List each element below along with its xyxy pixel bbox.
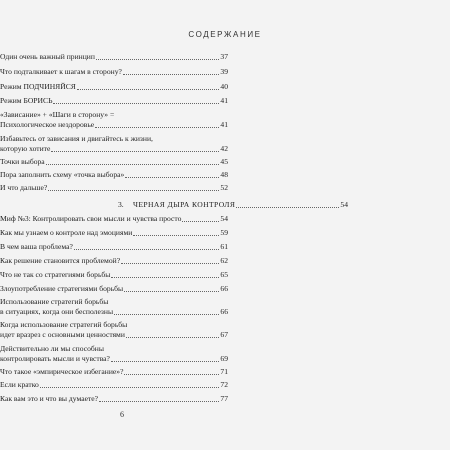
toc-entry-title-line: Избавьтесь от зависания и двигайтесь к жизни,: [0, 134, 153, 143]
toc-entry: [0, 183, 228, 193]
toc-entry-title-line: «Зависание» + «Шаги в сторону» =: [0, 110, 115, 119]
leader-dots: [123, 74, 220, 75]
toc-entry: [0, 96, 228, 106]
toc-entry: [0, 380, 228, 390]
toc-entry-title: Психологическое нездоровье: [0, 120, 95, 129]
toc-entry: [0, 52, 228, 62]
leader-dots: [182, 221, 219, 222]
toc-entry-page: 52: [220, 183, 228, 192]
toc-entry-page: 61: [220, 242, 228, 251]
leader-dots: [53, 103, 219, 104]
leader-dots: [111, 361, 219, 362]
toc-entry-page: 41: [220, 96, 228, 105]
toc-entry-page: 59: [220, 228, 228, 237]
toc-entry-title: В чем ваша проблема?: [0, 242, 73, 251]
toc-entry: [0, 157, 228, 167]
toc-entry-title: Что такое «эмпирическое избегание»?: [0, 367, 124, 376]
toc-entry-page: 69: [220, 354, 228, 363]
leader-dots: [125, 177, 219, 178]
toc-entry-title: Как решение становится проблемой?: [0, 256, 121, 265]
leader-dots: [236, 207, 339, 208]
toc-entry-page: 39: [220, 67, 228, 76]
toc-entry-title: идет вразрез с основными ценностями: [0, 330, 125, 339]
toc-entry-title: Один очень важный принцип: [0, 52, 95, 61]
leader-dots: [126, 337, 219, 338]
toc-entry-title-line: Использование стратегий борьбы: [0, 297, 109, 306]
toc-entry: [0, 242, 228, 252]
chapter-heading: [118, 200, 348, 210]
page-header: СОДЕРЖАНИЕ: [188, 30, 262, 39]
toc-entry: [0, 110, 228, 130]
toc-entry: [0, 367, 228, 377]
chapter-number: 3.: [118, 200, 124, 209]
toc-entry-title: Злоупотребление стратегиями борьбы: [0, 284, 124, 293]
toc-entry-title: Что не так со стратегиями борьбы: [0, 270, 111, 279]
toc-entry: [0, 297, 228, 317]
toc-entry-page: 37: [220, 52, 228, 61]
toc-entry-title: Если кратко: [0, 380, 39, 389]
toc-entry-page: 48: [220, 170, 228, 179]
toc-entry-page: 45: [220, 157, 228, 166]
toc-entry-title: Как мы узнаем о контроле над эмоциями: [0, 228, 133, 237]
leader-dots: [114, 314, 219, 315]
leader-dots: [124, 291, 219, 292]
leader-dots: [74, 249, 220, 250]
toc-entry-page: 42: [220, 144, 228, 153]
toc-entry-title-line: Действительно ли мы способны: [0, 344, 104, 353]
leader-dots: [77, 89, 220, 90]
toc-entry: [0, 134, 228, 154]
toc-entry-page: 62: [220, 256, 228, 265]
toc-entry-title-line: Когда использование стратегий борьбы: [0, 320, 128, 329]
toc-entry-title: Пора заполнить схему «точка выбора»: [0, 170, 125, 179]
toc-entry: [0, 256, 228, 266]
leader-dots: [46, 164, 220, 165]
toc-entry-page: 67: [220, 330, 228, 339]
leader-dots: [99, 401, 219, 402]
toc-entry: [0, 270, 228, 280]
toc-entry-title: Режим БОРИСЬ: [0, 96, 53, 105]
leader-dots: [96, 59, 220, 60]
toc-entry: [0, 228, 228, 238]
toc-entry-page: 40: [220, 82, 228, 91]
toc-entry-page: 66: [220, 307, 228, 316]
toc-entry-page: 72: [220, 380, 228, 389]
toc-entry-title: И что дальше?: [0, 183, 48, 192]
toc-entry: [0, 170, 228, 180]
leader-dots: [95, 127, 219, 128]
toc-entry-page: 41: [220, 120, 228, 129]
toc-entry: [0, 67, 228, 77]
toc-entry-page: 65: [220, 270, 228, 279]
page-number: 6: [120, 410, 124, 419]
toc-entry-page: 71: [220, 367, 228, 376]
toc-entry-page: 66: [220, 284, 228, 293]
toc-entry-title: Как вам это и что вы думаете?: [0, 394, 99, 403]
toc-entry: [0, 344, 228, 364]
toc-entry: [0, 82, 228, 92]
toc-entry-title: которую хотите: [0, 144, 51, 153]
chapter-title: ЧЕРНАЯ ДЫРА КОНТРОЛЯ: [133, 200, 236, 209]
leader-dots: [51, 151, 219, 152]
toc-entry-title: Режим ПОДЧИНЯЙСЯ: [0, 82, 76, 91]
toc-entry-title: Миф №3: Контролировать свои мысли и чувства просто: [0, 214, 182, 223]
toc-entry-page: 77: [220, 394, 228, 403]
toc-entry-title: контролировать мысли и чувства?: [0, 354, 110, 363]
leader-dots: [40, 387, 220, 388]
leader-dots: [133, 235, 219, 236]
leader-dots: [48, 190, 219, 191]
toc-entry: [0, 214, 228, 224]
toc-entry-title: Точки выбора: [0, 157, 45, 166]
leader-dots: [111, 277, 219, 278]
leader-dots: [121, 263, 219, 264]
leader-dots: [124, 374, 219, 375]
toc-entry-page: 54: [220, 214, 228, 223]
toc-entry-title: в ситуациях, когда они бесполезны: [0, 307, 114, 316]
toc-entry: [0, 320, 228, 340]
toc-entry: [0, 394, 228, 404]
chapter-page: 54: [340, 200, 348, 209]
toc-entry-title: Что подталкивает к шагам в сторону?: [0, 67, 122, 76]
toc-entry: [0, 284, 228, 294]
